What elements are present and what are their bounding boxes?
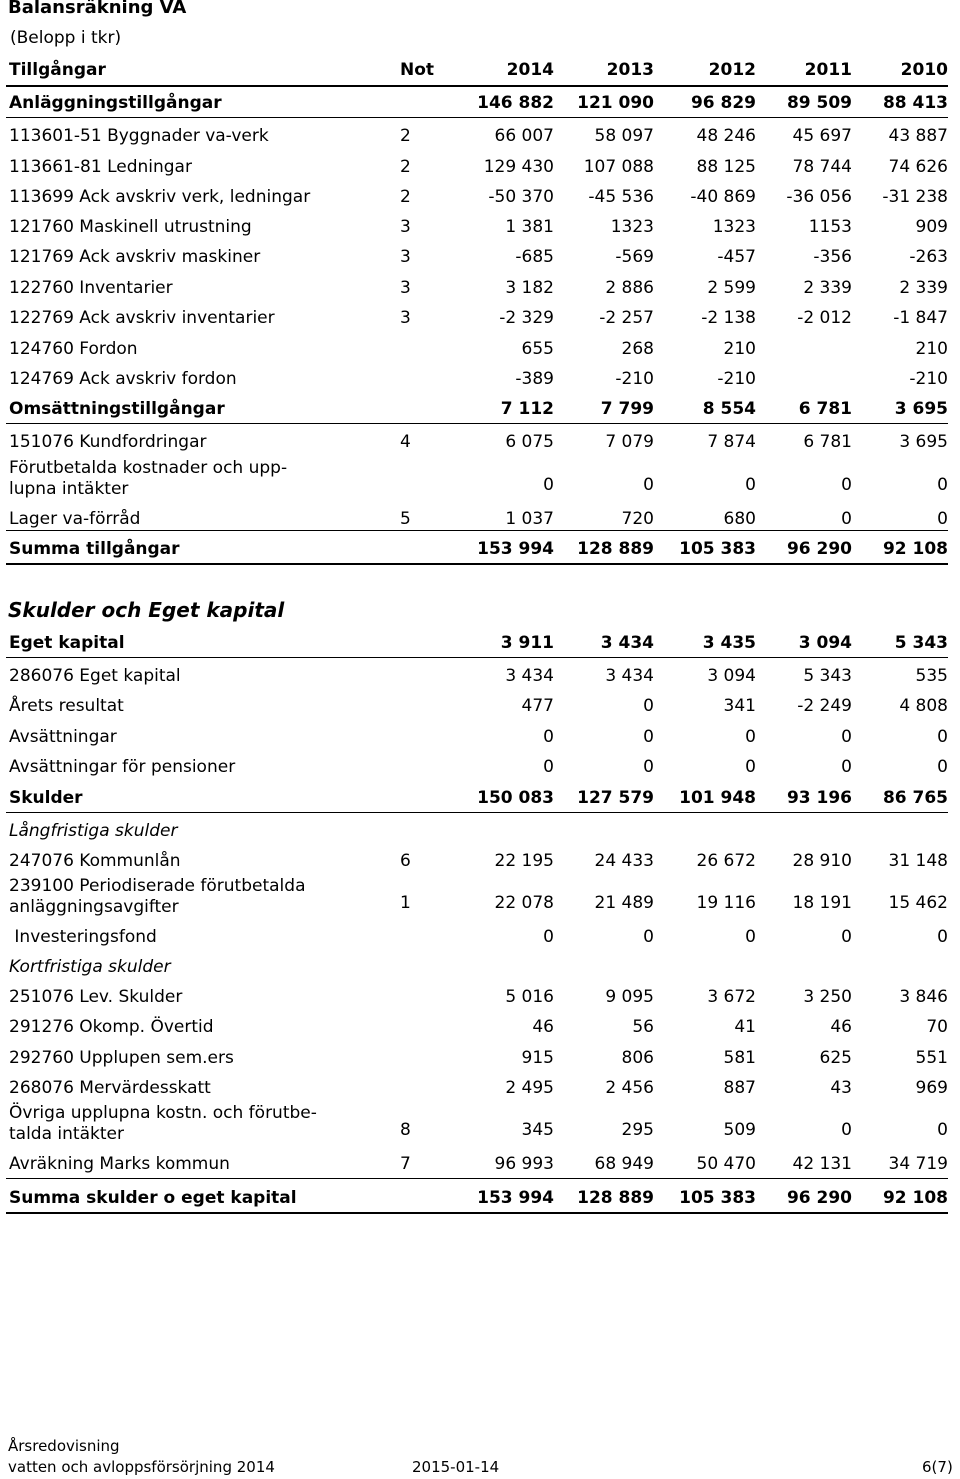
table-row <box>6 1046 948 1070</box>
row-label-line2: talda intäkter <box>9 1124 124 1144</box>
table-header-row <box>6 58 948 82</box>
cell-value: 295 <box>621 1119 654 1140</box>
table-row <box>6 985 948 1009</box>
cell-value: 22 078 <box>494 892 554 913</box>
table-row <box>6 664 948 688</box>
row-label: Investeringsfond <box>9 926 157 947</box>
table-rule <box>6 657 948 658</box>
cell-value: 0 <box>841 1119 852 1140</box>
cell-value: 0 <box>937 756 948 777</box>
cell-value: 105 383 <box>679 1187 756 1208</box>
table-row <box>6 925 948 949</box>
cell-value: -569 <box>615 246 654 267</box>
table-row <box>6 755 948 779</box>
column-header-year: 2012 <box>708 59 756 80</box>
cell-value: 15 462 <box>888 892 948 913</box>
cell-value: 210 <box>915 338 948 359</box>
cell-value: 2 339 <box>803 277 852 298</box>
cell-value: -685 <box>515 246 554 267</box>
table-row <box>6 694 948 718</box>
note-ref: 2 <box>400 186 411 207</box>
table-row <box>6 876 948 922</box>
table-rule <box>6 563 948 565</box>
cell-value: 21 489 <box>594 892 654 913</box>
cell-value: 96 993 <box>494 1153 554 1174</box>
cell-value: 2 495 <box>505 1077 554 1098</box>
cell-value: 655 <box>521 338 554 359</box>
row-label <box>9 876 306 918</box>
cell-value: 680 <box>723 508 756 529</box>
cell-value: -389 <box>515 368 554 389</box>
table-row <box>6 1186 948 1210</box>
cell-value: -2 329 <box>499 307 554 328</box>
table-rule <box>6 423 948 424</box>
cell-value: 105 383 <box>679 538 756 559</box>
row-label: Anläggningstillgångar <box>9 92 222 113</box>
table-row <box>6 430 948 454</box>
cell-value: 3 434 <box>600 632 654 653</box>
row-label: Avsättningar <box>9 726 117 747</box>
cell-value: -210 <box>909 368 948 389</box>
cell-value: 7 079 <box>605 431 654 452</box>
cell-value: -45 536 <box>588 186 654 207</box>
cell-value: 78 744 <box>792 156 852 177</box>
table-rule <box>6 117 948 118</box>
cell-value: -356 <box>813 246 852 267</box>
row-label-line2: lupna intäkter <box>9 479 129 499</box>
row-label: 286076 Eget kapital <box>9 665 181 686</box>
row-label: 247076 Kommunlån <box>9 850 181 871</box>
column-header-year: 2013 <box>606 59 654 80</box>
column-header-year: 2010 <box>900 59 948 80</box>
cell-value: 2 339 <box>899 277 948 298</box>
cell-value: 0 <box>643 756 654 777</box>
cell-value: 19 116 <box>696 892 756 913</box>
cell-value: 345 <box>521 1119 554 1140</box>
cell-value: -210 <box>615 368 654 389</box>
cell-value: 3 434 <box>505 665 554 686</box>
cell-value: 46 <box>532 1016 554 1037</box>
cell-value: 5 343 <box>803 665 852 686</box>
cell-value: 70 <box>926 1016 948 1037</box>
column-header-account: Tillgångar <box>9 59 106 80</box>
cell-value: 129 430 <box>483 156 554 177</box>
row-label: 113601-51 Byggnader va-verk <box>9 125 269 146</box>
table-row <box>6 245 948 269</box>
cell-value: 18 191 <box>792 892 852 913</box>
cell-value: 0 <box>643 474 654 495</box>
cell-value: 88 413 <box>882 92 948 113</box>
cell-value: 45 697 <box>792 125 852 146</box>
cell-value: 477 <box>521 695 554 716</box>
note-ref: 2 <box>400 125 411 146</box>
cell-value: -40 869 <box>690 186 756 207</box>
row-label: 121760 Maskinell utrustning <box>9 216 252 237</box>
cell-value: 3 434 <box>605 665 654 686</box>
cell-value: 58 097 <box>594 125 654 146</box>
cell-value: -457 <box>717 246 756 267</box>
cell-value: -2 012 <box>797 307 852 328</box>
row-label: Avsättningar för pensioner <box>9 756 236 777</box>
cell-value: 210 <box>723 338 756 359</box>
cell-value: 969 <box>915 1077 948 1098</box>
cell-value: -2 138 <box>701 307 756 328</box>
note-ref: 4 <box>400 431 411 452</box>
cell-value: 0 <box>841 926 852 947</box>
cell-value: 0 <box>937 926 948 947</box>
cell-value: 2 886 <box>605 277 654 298</box>
row-label: 113699 Ack avskriv verk, ledningar <box>9 186 311 207</box>
cell-value: 3 435 <box>702 632 756 653</box>
table-row <box>6 367 948 391</box>
cell-value: 50 470 <box>696 1153 756 1174</box>
row-label: 251076 Lev. Skulder <box>9 986 183 1007</box>
row-label: Summa skulder o eget kapital <box>9 1187 297 1208</box>
cell-value: 93 196 <box>786 787 852 808</box>
cell-value: 121 090 <box>577 92 654 113</box>
table-row <box>6 1076 948 1100</box>
cell-value: 41 <box>734 1016 756 1037</box>
footer-date: 2015-01-14 <box>412 1458 500 1476</box>
cell-value: 43 <box>830 1077 852 1098</box>
cell-value: 9 095 <box>605 986 654 1007</box>
cell-value: 28 910 <box>792 850 852 871</box>
table-row <box>6 155 948 179</box>
cell-value: 0 <box>643 695 654 716</box>
row-label <box>9 1103 317 1145</box>
cell-value: 6 781 <box>798 398 852 419</box>
cell-value: 2 456 <box>605 1077 654 1098</box>
row-label: 122760 Inventarier <box>9 277 173 298</box>
note-ref: 2 <box>400 156 411 177</box>
cell-value: 7 799 <box>600 398 654 419</box>
cell-value: 8 554 <box>702 398 756 419</box>
table-row <box>6 215 948 239</box>
cell-value: 581 <box>723 1047 756 1068</box>
cell-value: 6 075 <box>505 431 554 452</box>
cell-value: 806 <box>621 1047 654 1068</box>
cell-value: 46 <box>830 1016 852 1037</box>
cell-value: 551 <box>915 1047 948 1068</box>
cell-value: 3 250 <box>803 986 852 1007</box>
cell-value: -2 257 <box>599 307 654 328</box>
cell-value: 341 <box>723 695 756 716</box>
row-label: 113661-81 Ledningar <box>9 156 192 177</box>
table-row <box>6 631 948 655</box>
cell-value: 1153 <box>808 216 852 237</box>
row-label: 151076 Kundfordringar <box>9 431 207 452</box>
cell-value: 48 246 <box>696 125 756 146</box>
footer-report-subtitle: vatten och avloppsförsörjning 2014 <box>8 1458 275 1476</box>
row-label: Lager va-förråd <box>9 508 141 529</box>
table-row <box>6 458 948 504</box>
cell-value: 0 <box>841 474 852 495</box>
cell-value: 66 007 <box>494 125 554 146</box>
row-label: Långfristiga skulder <box>9 820 178 841</box>
row-label: Omsättningstillgångar <box>9 398 225 419</box>
cell-value: 3 695 <box>894 398 948 419</box>
cell-value: 1323 <box>712 216 756 237</box>
row-label: 124769 Ack avskriv fordon <box>9 368 237 389</box>
cell-value: -36 056 <box>786 186 852 207</box>
cell-value: 92 108 <box>882 1187 948 1208</box>
cell-value: 56 <box>632 1016 654 1037</box>
cell-value: 88 125 <box>696 156 756 177</box>
row-label: Avräkning Marks kommun <box>9 1153 230 1174</box>
cell-value: 3 846 <box>899 986 948 1007</box>
table-row <box>6 124 948 148</box>
row-label: 291276 Okomp. Övertid <box>9 1016 214 1037</box>
cell-value: 68 949 <box>594 1153 654 1174</box>
cell-value: 96 290 <box>786 1187 852 1208</box>
cell-value: 5 016 <box>505 986 554 1007</box>
cell-value: 909 <box>915 216 948 237</box>
cell-value: 3 695 <box>899 431 948 452</box>
cell-value: 7 112 <box>500 398 554 419</box>
cell-value: 74 626 <box>888 156 948 177</box>
section-title-liabilities: Skulder och Eget kapital <box>8 598 285 622</box>
cell-value: 101 948 <box>679 787 756 808</box>
cell-value: 0 <box>937 474 948 495</box>
table-row <box>6 337 948 361</box>
row-label: Skulder <box>9 787 83 808</box>
cell-value: 31 148 <box>888 850 948 871</box>
table-row <box>6 537 948 561</box>
cell-value: 0 <box>543 756 554 777</box>
cell-value: 89 509 <box>786 92 852 113</box>
cell-value: 150 083 <box>477 787 554 808</box>
table-row <box>6 276 948 300</box>
table-row <box>6 397 948 421</box>
note-ref: 1 <box>400 892 411 913</box>
cell-value: -50 370 <box>488 186 554 207</box>
row-label-line2: anläggningsavgifter <box>9 897 179 917</box>
cell-value: 0 <box>745 474 756 495</box>
cell-value: 509 <box>723 1119 756 1140</box>
cell-value: 3 911 <box>500 632 554 653</box>
cell-value: -263 <box>909 246 948 267</box>
cell-value: 26 672 <box>696 850 756 871</box>
row-label: 122769 Ack avskriv inventarier <box>9 307 275 328</box>
cell-value: -210 <box>717 368 756 389</box>
footer-report-name: Årsredovisning <box>8 1437 120 1455</box>
table-row <box>6 185 948 209</box>
cell-value: 0 <box>543 726 554 747</box>
cell-value: 0 <box>937 726 948 747</box>
cell-value: 3 182 <box>505 277 554 298</box>
row-label: Eget kapital <box>9 632 125 653</box>
cell-value: 128 889 <box>577 538 654 559</box>
table-row <box>6 786 948 810</box>
cell-value: 4 808 <box>899 695 948 716</box>
cell-value: 107 088 <box>583 156 654 177</box>
cell-value: 0 <box>841 508 852 529</box>
cell-value: 34 719 <box>888 1153 948 1174</box>
table-row <box>6 306 948 330</box>
row-label <box>9 458 287 500</box>
cell-value: 0 <box>543 474 554 495</box>
note-ref: 3 <box>400 277 411 298</box>
cell-value: 24 433 <box>594 850 654 871</box>
amount-unit-note: (Belopp i tkr) <box>10 28 122 48</box>
row-label-line1: Övriga upplupna kostn. och förutbe- <box>9 1103 317 1123</box>
row-label: 124760 Fordon <box>9 338 138 359</box>
note-ref: 3 <box>400 216 411 237</box>
cell-value: 1 037 <box>505 508 554 529</box>
cell-value: 887 <box>723 1077 756 1098</box>
cell-value: 720 <box>621 508 654 529</box>
row-label: 292760 Upplupen sem.ers <box>9 1047 234 1068</box>
cell-value: 92 108 <box>882 538 948 559</box>
cell-value: 0 <box>543 926 554 947</box>
cell-value: 0 <box>841 726 852 747</box>
cell-value: 96 829 <box>690 92 756 113</box>
cell-value: 915 <box>521 1047 554 1068</box>
column-header-year: 2014 <box>506 59 554 80</box>
note-ref: 8 <box>400 1119 411 1140</box>
note-ref: 3 <box>400 246 411 267</box>
cell-value: 153 994 <box>477 538 554 559</box>
cell-value: 22 195 <box>494 850 554 871</box>
cell-value: 128 889 <box>577 1187 654 1208</box>
cell-value: 0 <box>745 726 756 747</box>
cell-value: 86 765 <box>882 787 948 808</box>
document-title: Balansräkning VA <box>8 0 187 18</box>
row-label: 121769 Ack avskriv maskiner <box>9 246 261 267</box>
cell-value: 1323 <box>610 216 654 237</box>
column-header-note: Not <box>400 59 435 80</box>
row-label: Summa tillgångar <box>9 538 180 559</box>
note-ref: 7 <box>400 1153 411 1174</box>
cell-value: 153 994 <box>477 1187 554 1208</box>
note-ref: 6 <box>400 850 411 871</box>
table-row <box>6 507 948 531</box>
table-row <box>6 849 948 873</box>
table-rule <box>6 1178 948 1179</box>
cell-value: 2 599 <box>707 277 756 298</box>
cell-value: -2 249 <box>797 695 852 716</box>
cell-value: 0 <box>841 756 852 777</box>
footer-page-number: 6(7) <box>922 1458 953 1476</box>
table-row <box>6 1103 948 1149</box>
cell-value: 0 <box>745 756 756 777</box>
cell-value: 1 381 <box>505 216 554 237</box>
row-label: Årets resultat <box>9 695 124 716</box>
cell-value: 5 343 <box>894 632 948 653</box>
row-label: Kortfristiga skulder <box>9 956 171 977</box>
cell-value: 3 094 <box>798 632 852 653</box>
cell-value: 7 874 <box>707 431 756 452</box>
cell-value: 96 290 <box>786 538 852 559</box>
row-label: 268076 Mervärdesskatt <box>9 1077 211 1098</box>
cell-value: 43 887 <box>888 125 948 146</box>
cell-value: 127 579 <box>577 787 654 808</box>
cell-value: 535 <box>915 665 948 686</box>
table-rule <box>6 530 948 531</box>
cell-value: -1 847 <box>893 307 948 328</box>
table-rule <box>6 85 948 87</box>
note-ref: 5 <box>400 508 411 529</box>
table-row <box>6 1015 948 1039</box>
cell-value: 268 <box>621 338 654 359</box>
table-row <box>6 819 948 843</box>
cell-value: 146 882 <box>477 92 554 113</box>
cell-value: -31 238 <box>882 186 948 207</box>
row-label-line1: Förutbetalda kostnader och upp- <box>9 458 288 478</box>
cell-value: 3 672 <box>707 986 756 1007</box>
cell-value: 42 131 <box>792 1153 852 1174</box>
cell-value: 0 <box>643 726 654 747</box>
cell-value: 0 <box>937 508 948 529</box>
table-rule <box>6 1212 948 1214</box>
cell-value: 625 <box>819 1047 852 1068</box>
cell-value: 3 094 <box>707 665 756 686</box>
cell-value: 0 <box>643 926 654 947</box>
cell-value: 0 <box>937 1119 948 1140</box>
table-row <box>6 725 948 749</box>
table-row <box>6 955 948 979</box>
cell-value: 6 781 <box>803 431 852 452</box>
note-ref: 3 <box>400 307 411 328</box>
table-row <box>6 1152 948 1176</box>
row-label-line1: 239100 Periodiserade förutbetalda <box>9 876 306 896</box>
table-row <box>6 91 948 115</box>
cell-value: 0 <box>745 926 756 947</box>
column-header-year: 2011 <box>804 59 852 80</box>
table-rule <box>6 812 948 813</box>
